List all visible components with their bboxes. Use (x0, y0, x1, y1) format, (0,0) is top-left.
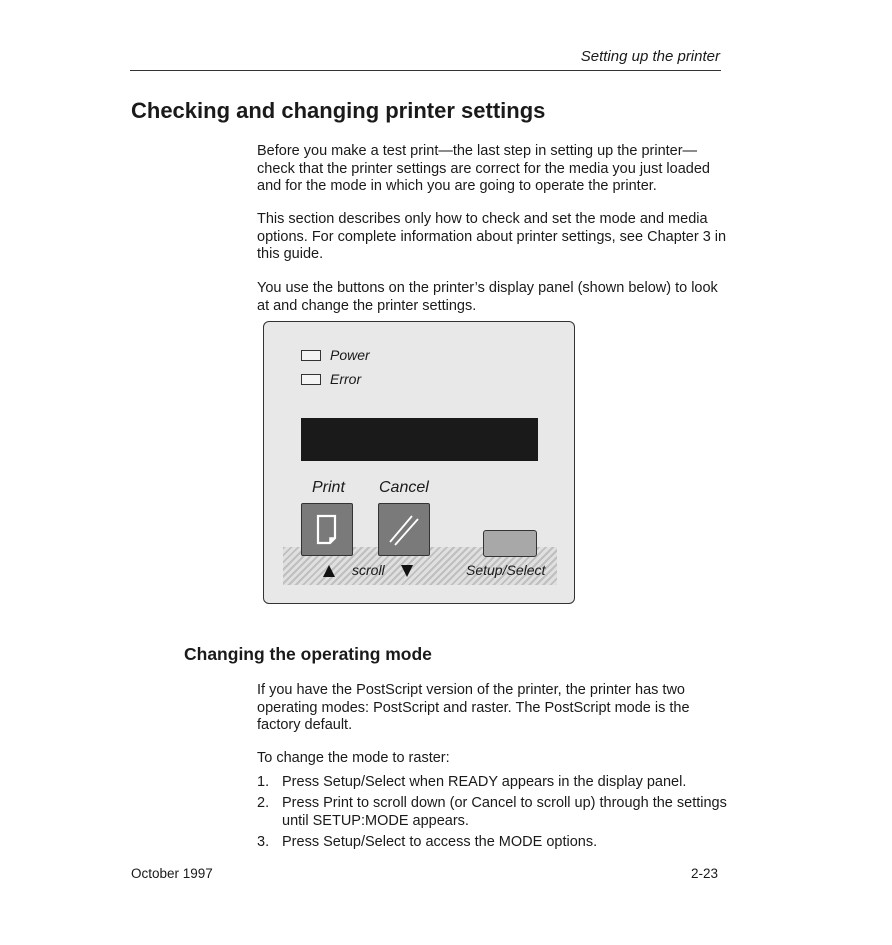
setup-select-label: Setup/Select (466, 562, 546, 578)
list-item (257, 795, 727, 830)
step-number: 1. (257, 774, 270, 790)
power-led-icon (301, 350, 321, 361)
mode-paragraph-2: To change the mode to raster: (257, 750, 450, 766)
list-item (257, 774, 727, 792)
printer-display-panel-figure (263, 321, 575, 604)
subsection-title: Changing the operating mode (184, 644, 432, 664)
cancel-button (378, 503, 430, 556)
footer-date: October 1997 (131, 866, 213, 881)
section-title: Checking and changing printer settings (131, 98, 546, 123)
running-head: Setting up the printer (580, 48, 720, 65)
header-rule (130, 70, 721, 71)
intro-paragraph-3: You use the buttons on the printer’s display panel (shown below) to look at and change the printer settings. (257, 280, 718, 314)
step-number: 3. (257, 833, 270, 850)
error-led-icon (301, 374, 321, 385)
print-button (301, 503, 353, 556)
list-item (257, 834, 727, 852)
scroll-label: scroll (352, 562, 385, 578)
step-text: Press Setup/Select when READY appears in the display panel. (282, 774, 687, 790)
intro-paragraph-1: Before you make a test print—the last step in setting up the printer—check that the printer settings are correct for the media you just loaded and for the mode in which you are going to operate the printer. (257, 143, 710, 194)
lcd-display (301, 418, 538, 461)
scroll-up-arrow-icon (323, 565, 335, 577)
setup-select-button (483, 530, 537, 557)
error-led-label: Error (330, 371, 362, 387)
step-text: Press Print to scroll down (or Cancel to scroll up) through the settings until SETUP:MODE appears. (282, 795, 727, 829)
step-text: Press Setup/Select to access the MODE options. (282, 833, 598, 850)
steps-list (257, 774, 727, 855)
mode-paragraph-1: If you have the PostScript version of the printer, the printer has two operating modes: PostScript and raster. The PostScript mode is the factory default. (257, 682, 690, 733)
page-icon (301, 503, 353, 556)
footer-page-number: 2-23 (690, 866, 718, 881)
step-number: 2. (257, 795, 270, 811)
cancel-slashes-icon (378, 503, 430, 556)
scroll-down-arrow-icon (401, 565, 413, 577)
print-button-label: Print (312, 479, 345, 496)
intro-paragraph-2: This section describes only how to check and set the mode and media options. For complete information about printer settings, see Chapter 3 in this guide. (257, 211, 727, 262)
power-led-label: Power (330, 347, 370, 363)
cancel-button-label: Cancel (379, 479, 429, 496)
